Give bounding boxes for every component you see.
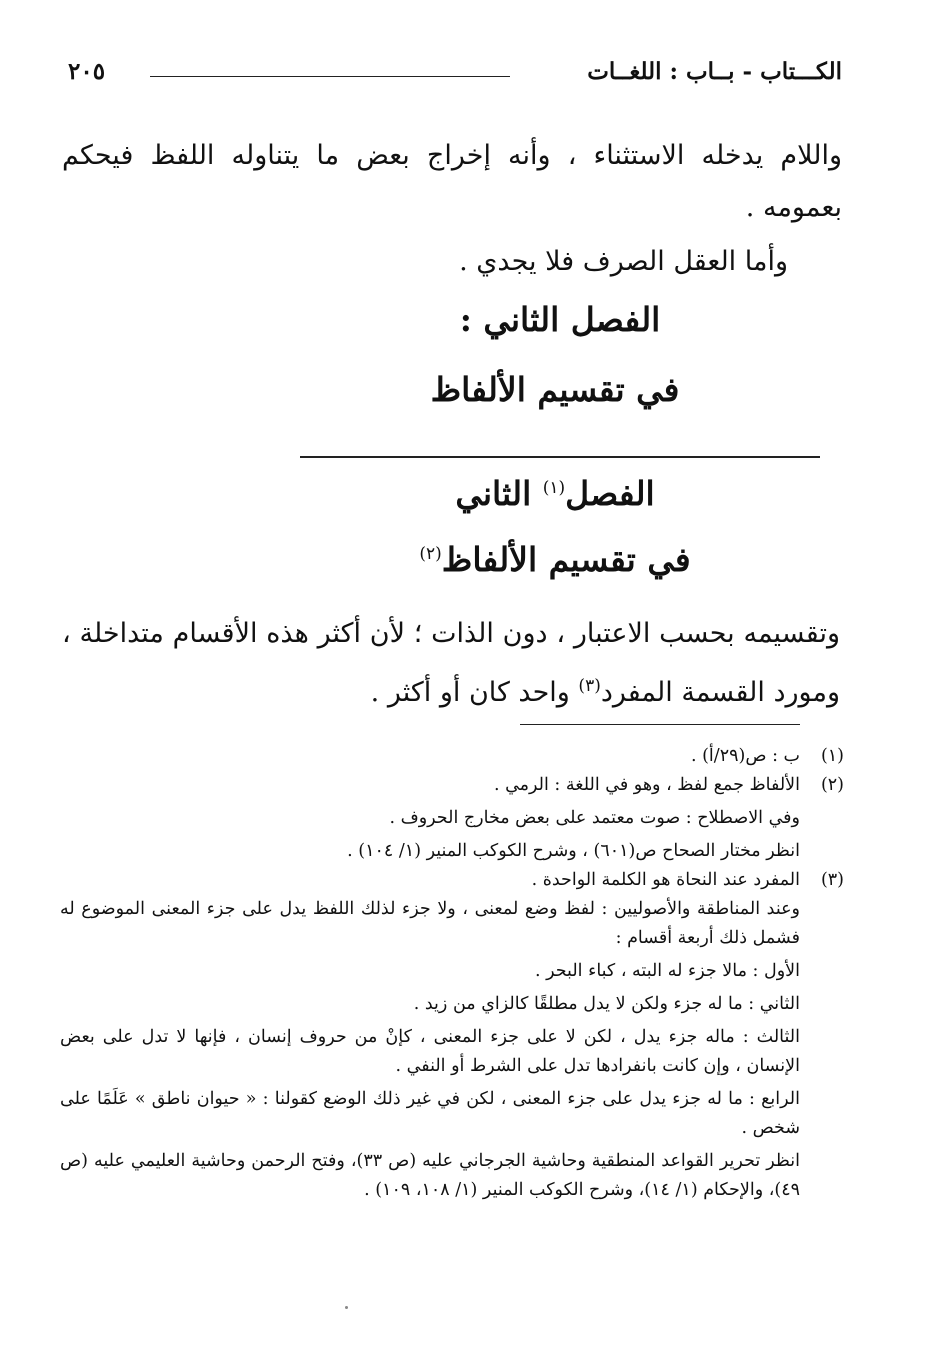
footnote-item xyxy=(60,866,844,1205)
heading-text: الثاني xyxy=(455,474,543,513)
page-speck xyxy=(345,1306,348,1309)
footnote-number: (٣) xyxy=(820,870,844,890)
footnote-line: انظر مختار الصحاح ص(٦٠١) ، وشرح الكوكب المنير (١/ ١٠٤) . xyxy=(347,841,800,861)
footnote-number: (٢) xyxy=(820,775,844,795)
footnote-ref-2: (٢) xyxy=(419,544,442,564)
chapter-heading-2-subtitle xyxy=(0,540,940,579)
footnote-item xyxy=(60,742,844,771)
paragraph-3-text: وتقسيمه بحسب الاعتبار ، دون الذات ؛ لأن أكثر هذه الأقسام متداخلة ، ومورد القسمة المفرد xyxy=(62,618,840,708)
chapter-heading-1-title: الفصل الثاني : xyxy=(459,300,661,339)
heading-text: الفصل xyxy=(565,474,655,513)
section-divider xyxy=(300,456,820,458)
footnote-line: الثاني : ما له جزء ولكن لا يدل مطلقًا كالزاي من زيد . xyxy=(413,994,800,1014)
footnote-line: وفي الاصطلاح : صوت معتمد على بعض مخارج الحروف . xyxy=(389,808,800,828)
footnote-ref-1: (١) xyxy=(542,478,566,498)
footnote-line: المفرد عند النحاة هو الكلمة الواحدة . xyxy=(531,870,800,890)
footnote-line: وعند المناطقة والأصوليين : لفظ وضع لمعنى ، ولا جزء لذلك اللفظ يدل على جزء المعنى الموضوع له فشمل ذلك أربعة أقسام : xyxy=(60,899,800,948)
footnote-line: الرابع : ما له جزء يدل على جزء المعنى ، لكن في غير ذلك الوضع كقولنا : « حيوان ناطق » عَلَمًا على شخص . xyxy=(60,1089,800,1138)
paragraph-3 xyxy=(62,608,840,719)
footnote-line: ب : ص(٢٩/أ) . xyxy=(690,746,800,766)
footnote-line: الثالث : ماله جزء يدل ، لكن لا على جزء المعنى ، كإنْ من حروف إنسان ، فإنها لا تدل على بعض الإنسان ، وإن كانت بانفرادها تدل على الشرط أو النفي . xyxy=(60,1027,800,1076)
heading-text: في تقسيم الألفاظ xyxy=(441,540,691,579)
footnote-line: الأول : مالا جزء له البته ، كباء البحر . xyxy=(534,961,800,981)
paragraph-1: واللام يدخله الاستثناء ، وأنه إخراج بعض ما يتناوله اللفظ فيحكم بعمومه . xyxy=(62,140,842,223)
running-header-title: الكـــتاب - بــاب : اللغــات xyxy=(587,58,842,85)
paragraph-3-text-end: واحد كان أو أكثر . xyxy=(370,677,579,708)
footnotes-list xyxy=(60,742,844,1205)
page-number: ٢٠٥ xyxy=(68,58,106,85)
footnotes-divider xyxy=(520,724,800,725)
footnote-line: انظر تحرير القواعد المنطقية وحاشية الجرجاني عليه (ص ٣٣)، وفتح الرحمن وحاشية العليمي عليه (ص ٤٩)، والإحكام (١/ ١٤)، وشرح الكوكب المنير (١/ ١٠٨، ١٠٩) . xyxy=(60,1151,800,1200)
footnote-item xyxy=(60,771,844,866)
footnote-ref-3: (٣) xyxy=(578,676,601,696)
chapter-heading-1-subtitle: في تقسيم الألفاظ xyxy=(430,370,680,409)
paragraph-2: وأما العقل الصرف فلا يجدي . xyxy=(459,246,788,277)
footnote-line: الألفاظ جمع لفظ ، وهو في اللغة : الرمي . xyxy=(493,775,800,795)
header-divider xyxy=(150,76,510,77)
chapter-heading-2-title xyxy=(0,474,940,513)
footnote-number: (١) xyxy=(820,746,844,766)
